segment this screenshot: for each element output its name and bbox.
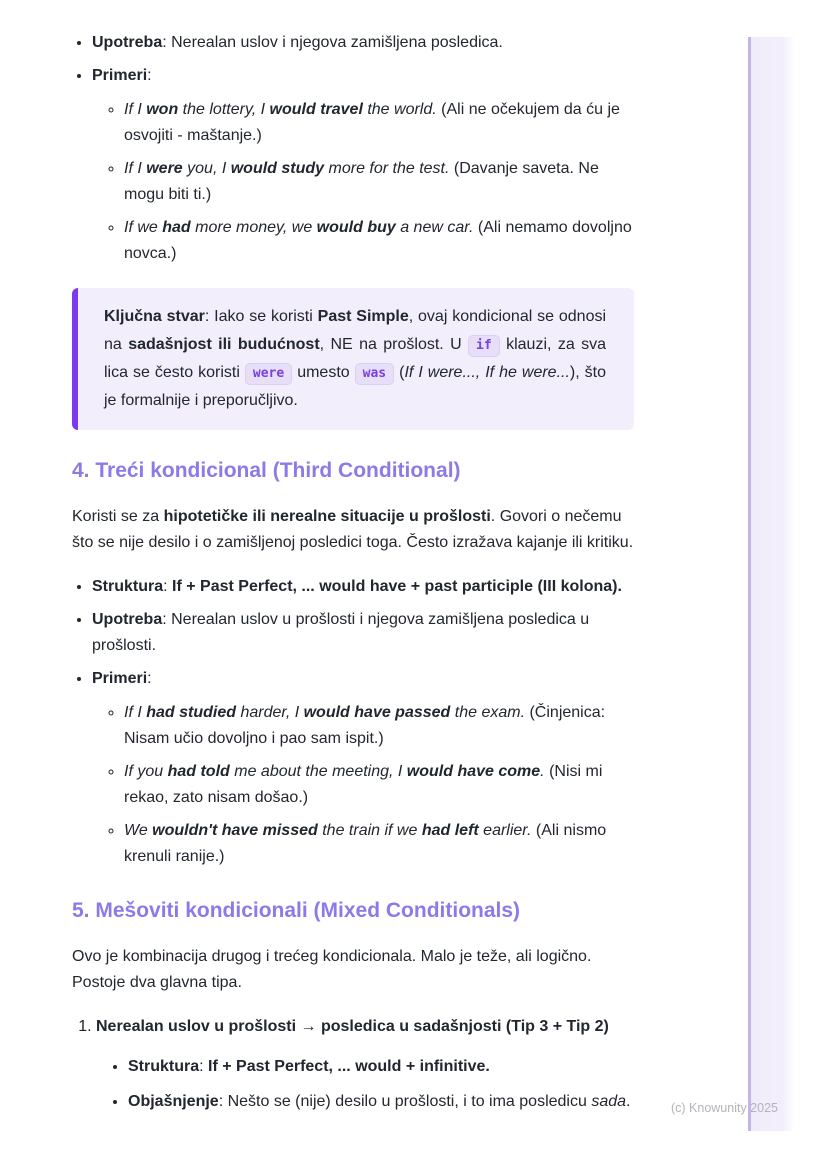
text-run: . [626, 1093, 631, 1110]
rich-text [92, 578, 622, 595]
list-item [92, 666, 634, 870]
rich-text [124, 160, 599, 203]
rich-text [124, 822, 606, 865]
text-run: ( [394, 364, 405, 381]
text-run: were [146, 160, 183, 177]
text-run: sadašnjost ili budućnost [128, 336, 320, 353]
text-run: wouldn't have missed [152, 822, 318, 839]
section-heading-mixed-conditionals: 5. Mešoviti kondicionali (Mixed Conditionals) [72, 899, 521, 922]
list-item [124, 818, 634, 870]
text-run: If I were..., If he were... [404, 364, 570, 381]
text-run: a new car. [395, 219, 474, 236]
text-run: (Činjenica: Nisam učio dovoljno i pao sam ispit.) [124, 704, 606, 747]
rich-text [92, 67, 152, 84]
text-run: If we [124, 219, 163, 236]
text-run: would travel [269, 101, 363, 118]
section-heading-third-conditional: 4. Treći kondicional (Third Conditional) [72, 459, 461, 482]
rich-text [92, 670, 152, 687]
rich-text [124, 763, 602, 806]
text-run: Past Simple [317, 308, 409, 325]
footer-credit: (c) Knowunity 2025 [670, 1101, 778, 1115]
text-run: you, I [182, 160, 231, 177]
text-run: was [355, 363, 394, 385]
text-run: Nerealan uslov u prošlosti → posledica u sadašnjosti (Tip 3 + Tip 2) [96, 1018, 609, 1035]
list-item [96, 1014, 634, 1115]
text-run: If you [124, 763, 168, 780]
text-run: : Nešto se (nije) desilo u prošlosti, i to ima posledicu [218, 1093, 592, 1110]
text-run: If + Past Perfect, ... would have + past participle (III kolona). [172, 578, 622, 595]
third-conditional-bullet-list [72, 574, 634, 870]
text-run: : [147, 670, 152, 687]
text-run: ), što je formalnije i preporučljivo. [104, 364, 607, 409]
text-run: me about the meeting, I [229, 763, 407, 780]
text-run: : [163, 578, 173, 595]
text-run: (Nisi mi rekao, zato nisam došao.) [124, 763, 603, 806]
callout-text [104, 303, 606, 415]
text-run: If I [124, 160, 147, 177]
text-run: Koristi se za [72, 508, 164, 525]
text-run: would have come [406, 763, 541, 780]
text-run: , ovaj kondicional se odnosi na [104, 308, 607, 353]
rich-text [128, 1058, 490, 1075]
text-run: (Ali ne očekujem da ću je osvojiti - maštanje.) [124, 101, 620, 144]
paragraph [72, 944, 634, 996]
text-run: : Iako se koristi [204, 308, 318, 325]
list-item [92, 63, 634, 267]
list-item [124, 700, 634, 752]
text-run: the exam. [450, 704, 526, 721]
callout-box [72, 288, 634, 430]
text-run: klauzi, za sva lica se često koristi [104, 336, 606, 381]
list-item [92, 574, 634, 600]
intro-bullet-list [72, 30, 634, 267]
text-run: (Ali nemamo dovoljno novca.) [124, 219, 632, 262]
text-run: sada [591, 1093, 627, 1110]
text-run: won [146, 101, 179, 118]
text-run: : [199, 1058, 209, 1075]
text-run: harder, I [236, 704, 304, 721]
paragraph [72, 504, 634, 556]
document-content [72, 30, 634, 1115]
rich-text [128, 1093, 630, 1110]
text-run: more money, we [190, 219, 317, 236]
list-item [124, 759, 634, 811]
text-run: We [124, 822, 153, 839]
text-run: : Nerealan uslov i njegova zamišljena posledica. [162, 34, 503, 51]
rich-text [124, 101, 620, 144]
text-run: hipotetičke ili nerealne situacije u prošlosti [163, 508, 491, 525]
text-run: had told [167, 763, 230, 780]
text-run: the lottery, I [178, 101, 270, 118]
text-run: . [540, 763, 545, 780]
rich-text [92, 611, 589, 654]
list-item [92, 30, 634, 56]
text-run: if [468, 335, 500, 357]
text-run: , NE na prošlost. U [319, 336, 469, 353]
list-item [124, 97, 634, 149]
rich-text [124, 219, 632, 262]
text-run: would have passed [303, 704, 451, 721]
list-item [128, 1089, 634, 1115]
callout-accent-bar [72, 288, 78, 430]
text-run: the train if we [317, 822, 422, 839]
text-run: . Govori o nečemu što se nije desilo i o zamišljenoj posledici toga. Često izražava kajanje ili kritiku. [72, 508, 634, 551]
mixed-conditionals-numbered-list [72, 1014, 634, 1115]
text-run: earlier. [478, 822, 532, 839]
text-run: : [147, 67, 152, 84]
examples-sublist [92, 700, 634, 870]
text-run: : Nerealan uslov u prošlosti i njegova zamišljena posledica u prošlosti. [92, 611, 590, 654]
text-run: more for the test. [324, 160, 450, 177]
text-run: had left [421, 822, 479, 839]
text-run: (Davanje saveta. Ne mogu biti ti.) [124, 160, 599, 203]
text-run: Ključna stvar [104, 308, 205, 325]
text-run: had [162, 219, 191, 236]
text-run: Struktura [92, 578, 164, 595]
text-run: umesto [292, 364, 355, 381]
list-item [124, 156, 634, 208]
text-run: the world. [362, 101, 437, 118]
examples-sublist [92, 97, 634, 267]
page-side-strip [748, 37, 795, 1131]
text-run: Struktura [128, 1058, 200, 1075]
type-details-sublist [96, 1054, 634, 1115]
rich-text [96, 1018, 609, 1035]
text-run: If I [124, 101, 147, 118]
text-run: were [245, 363, 292, 385]
rich-text [92, 34, 503, 51]
list-item [92, 607, 634, 659]
text-run: would buy [316, 219, 396, 236]
list-item [128, 1054, 634, 1080]
text-run: Upotreba [92, 34, 163, 51]
text-run: Primeri [92, 670, 148, 687]
text-run: If + Past Perfect, ... would + infinitive. [208, 1058, 490, 1075]
text-run: would study [230, 160, 325, 177]
text-run: (Ali nismo krenuli ranije.) [124, 822, 607, 865]
text-run: had studied [146, 704, 237, 721]
text-run: Ovo je kombinacija drugog i trećeg kondicionala. Malo je teže, ali logično. Postoje dva glavna tipa. [72, 948, 592, 991]
list-item [124, 215, 634, 267]
rich-text [124, 704, 605, 747]
text-run: If I [124, 704, 147, 721]
text-run: Objašnjenje [128, 1093, 219, 1110]
text-run: Upotreba [92, 611, 163, 628]
text-run: Primeri [92, 67, 148, 84]
